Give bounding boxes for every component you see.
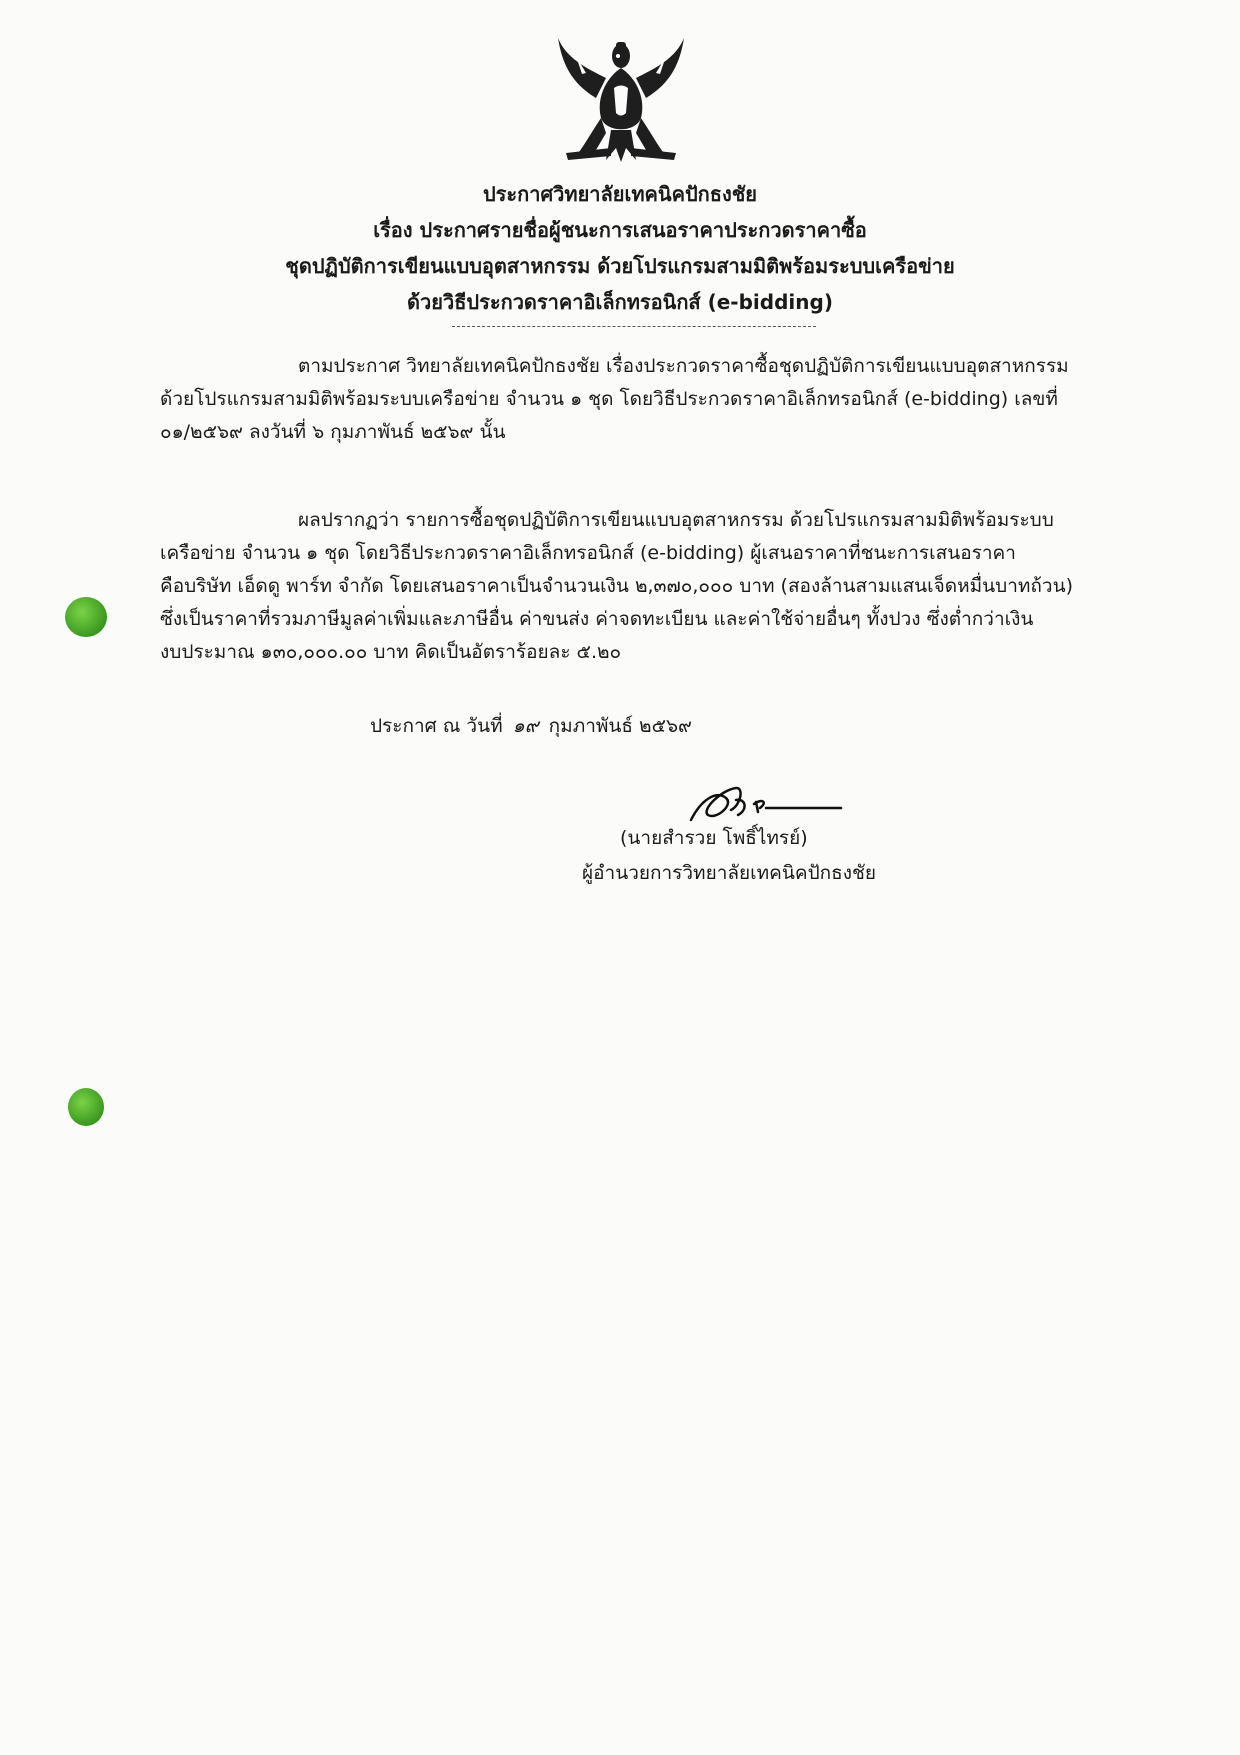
paragraph-line: ซึ่งเป็นราคาที่รวมภาษีมูลค่าเพิ่มและภาษีอื่น ค่าขนส่ง ค่าจดทะเบียน และค่าใช้จ่ายอื่นๆ ทั้งปวง ซึ่งต่ำกว่าเงิน <box>160 608 1034 630</box>
announcement-subject: เรื่อง ประกาศรายชื่อผู้ชนะการเสนอราคาประกวดราคาซื้อ <box>373 218 867 242</box>
punch-hole-marker <box>65 597 107 637</box>
paragraph-line: ด้วยโปรแกรมสามมิติพร้อมระบบเครือข่าย จำนวน ๑ ชุด โดยวิธีประกวดราคาอิเล็กทรอนิกส์ (e-bidding) เลขที่ <box>160 388 1058 410</box>
garuda-emblem-icon <box>556 38 686 162</box>
paragraph-result <box>160 504 1100 669</box>
paragraph-line: ๐๑/๒๕๖๙ ลงวันที่ ๖ กุมภาพันธ์ ๒๕๖๙ นั้น <box>160 421 506 443</box>
paragraph-line: ผลปรากฏว่า รายการซื้อชุดปฏิบัติการเขียนแบบอุตสาหกรรม ด้วยโปรแกรมสามมิติพร้อมระบบ <box>298 509 1054 531</box>
announcement-item: ชุดปฏิบัติการเขียนแบบอุตสาหกรรม ด้วยโปรแกรมสามมิติพร้อมระบบเครือข่าย <box>285 254 955 278</box>
date-prefix: ประกาศ ณ วันที่ <box>370 715 503 737</box>
dashed-separator <box>452 326 816 327</box>
announcement-title: ประกาศวิทยาลัยเทคนิคปักธงชัย <box>482 182 758 206</box>
announcement-method: ด้วยวิธีประกวดราคาอิเล็กทรอนิกส์ (e-bidding) <box>407 290 833 314</box>
announcement-date <box>370 711 692 741</box>
paragraph-reference <box>160 350 1100 449</box>
date-suffix: กุมภาพันธ์ ๒๕๖๙ <box>548 715 692 737</box>
signatory-name: (นายสำรวย โพธิ์ไทรย์) <box>620 827 808 849</box>
date-day-handwritten: ๑๙ <box>512 715 539 737</box>
punch-hole-marker <box>68 1088 104 1126</box>
paragraph-line: เครือข่าย จำนวน ๑ ชุด โดยวิธีประกวดราคาอิเล็กทรอนิกส์ (e-bidding) ผู้เสนอราคาที่ชนะการเสนอราคา <box>160 542 1016 564</box>
paragraph-line: ตามประกาศ วิทยาลัยเทคนิคปักธงชัย เรื่องประกวดราคาซื้อชุดปฏิบัติการเขียนแบบอุตสาหกรรม <box>298 355 1069 377</box>
signatory-title: ผู้อำนวยการวิทยาลัยเทคนิคปักธงชัย <box>582 862 877 884</box>
paragraph-line: งบประมาณ ๑๓๐,๐๐๐.๐๐ บาท คิดเป็นอัตราร้อยละ ๕.๒๐ <box>160 641 622 663</box>
paragraph-line: คือบริษัท เอ็ดดู พาร์ท จำกัด โดยเสนอราคาเป็นจำนวนเงิน ๒,๓๗๐,๐๐๐ บาท (สองล้านสามแสนเจ็ดหมื่นบาทถ้วน) <box>160 575 1074 597</box>
